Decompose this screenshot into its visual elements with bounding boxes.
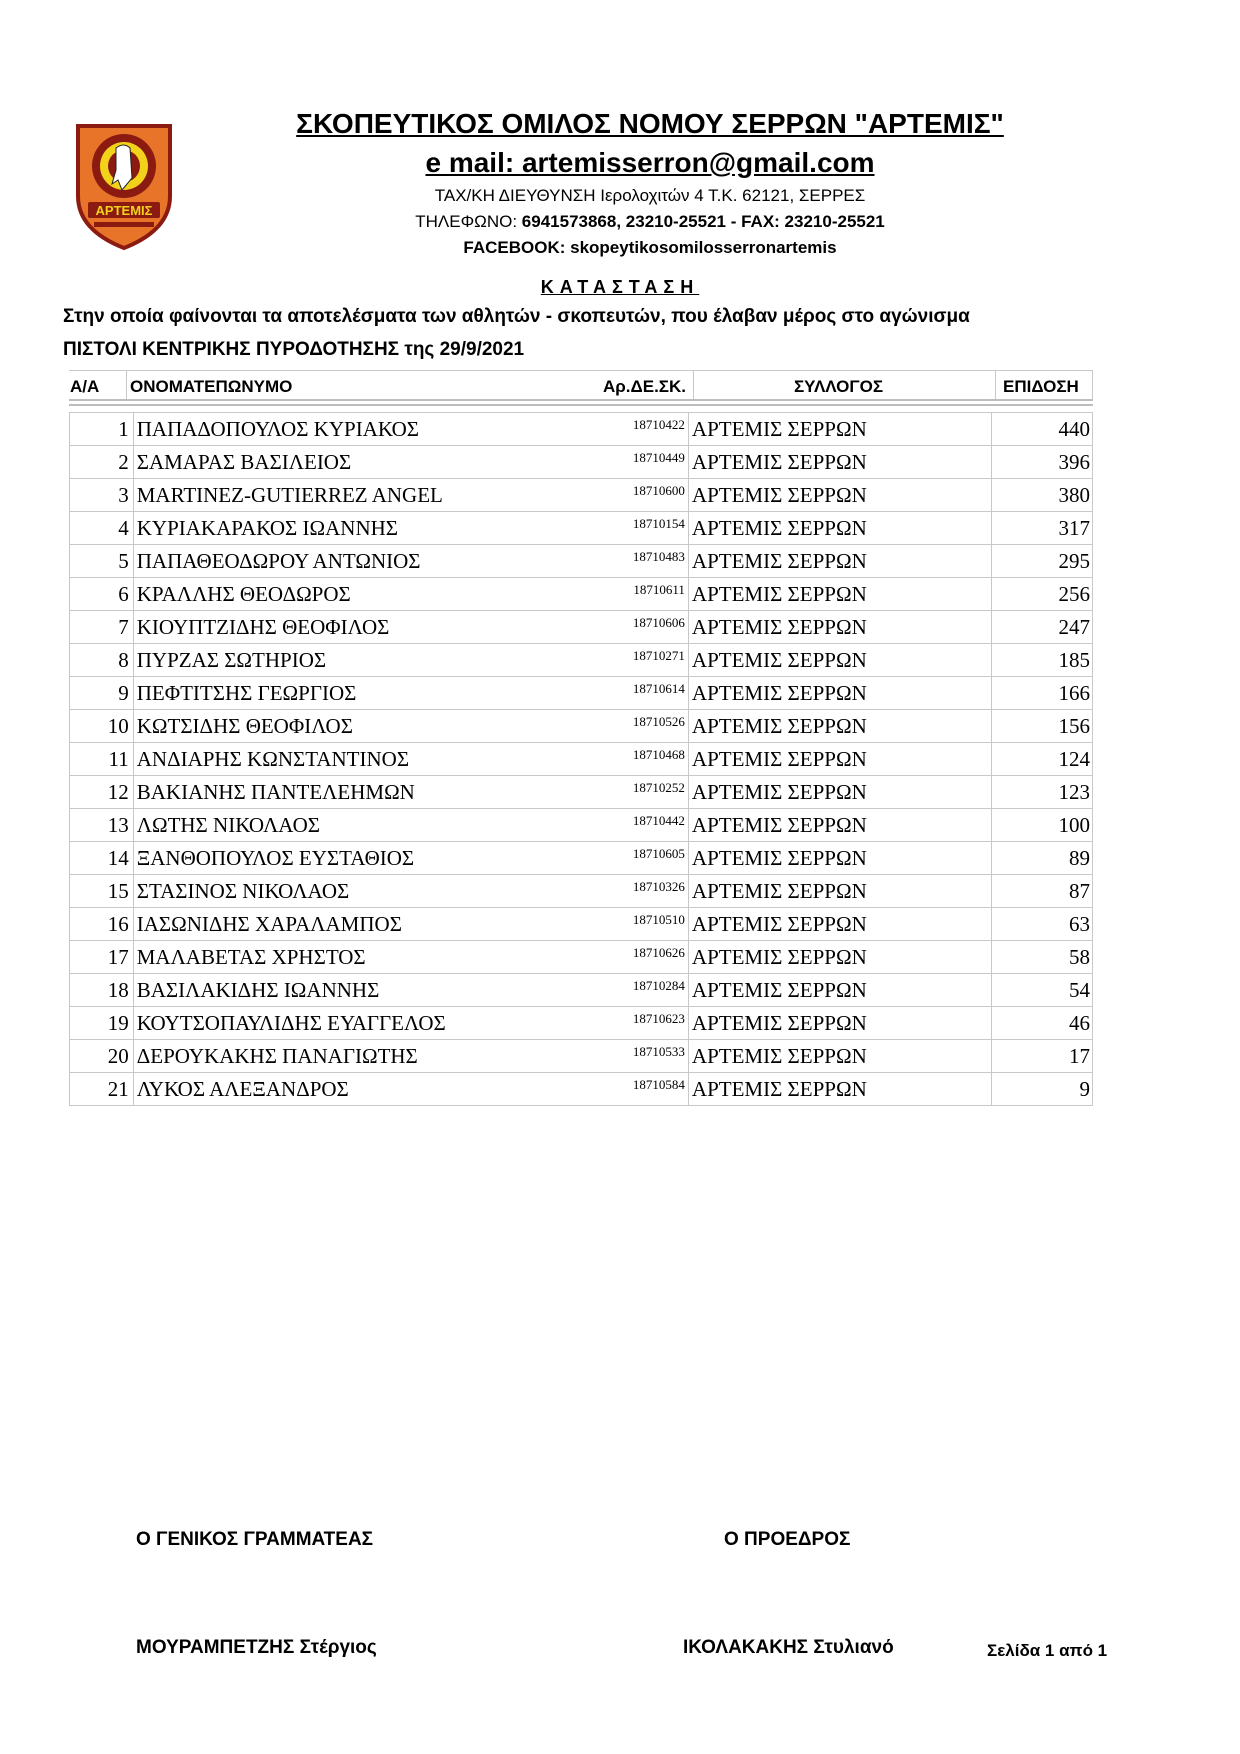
row-number: 19 [70, 1007, 134, 1040]
club-name: ΑΡΤΕΜΙΣ ΣΕΡΡΩΝ [688, 644, 991, 677]
event-title: ΠΙΣΤΟΛΙ ΚΕΝΤΡΙΚΗΣ ΠΥΡΟΔΟΤΗΣΗΣ της 29/9/2021 [63, 339, 525, 360]
table-row [70, 677, 1093, 710]
header-name: ΟΝΟΜΑΤΕΠΩΝΥΜΟ [130, 377, 293, 396]
row-number: 7 [70, 611, 134, 644]
athlete-name: ΚΥΡΙΑΚΑΡΑΚΟΣ ΙΩΑΝΝΗΣ [133, 512, 623, 545]
club-name: ΑΡΤΕΜΙΣ ΣΕΡΡΩΝ [688, 809, 991, 842]
row-number: 21 [70, 1073, 134, 1106]
table-row [70, 479, 1093, 512]
org-name: ΣΚΟΠΕΥΤΙΚΟΣ ΟΜΙΛΟΣ ΝΟΜΟΥ ΣΕΡΡΩΝ "ΑΡΤΕΜΙΣ" [296, 108, 1004, 139]
club-name: ΑΡΤΕΜΙΣ ΣΕΡΡΩΝ [688, 974, 991, 1007]
score: 380 [992, 479, 1093, 512]
table-row [70, 578, 1093, 611]
secretary-name: ΜΟΥΡΑΜΠΕΤΖΗΣ Στέργιος [136, 1637, 377, 1658]
secretary-title: Ο ΓΕΝΙΚΟΣ ΓΡΑΜΜΑΤΕΑΣ [136, 1529, 374, 1550]
row-number: 6 [70, 578, 134, 611]
row-number: 17 [70, 941, 134, 974]
athlete-name: ΜΑΛΑΒΕΤΑΣ ΧΡΗΣΤΟΣ [133, 941, 623, 974]
club-name: ΑΡΤΕΜΙΣ ΣΕΡΡΩΝ [688, 413, 991, 446]
athlete-name: ΒΑΚΙΑΝΗΣ ΠΑΝΤΕΛΕΗΜΩΝ [133, 776, 623, 809]
club-name: ΑΡΤΕΜΙΣ ΣΕΡΡΩΝ [688, 941, 991, 974]
document-description: Στην οποία φαίνονται τα αποτελέσματα των αθλητών - σκοπευτών, που έλαβαν μέρος στο αγώνισμα [63, 306, 970, 327]
license-number: 18710533 [623, 1040, 688, 1073]
athlete-name: ΠΕΦΤΙΤΣΗΣ ΓΕΩΡΓΙΟΣ [133, 677, 623, 710]
table-row [70, 908, 1093, 941]
license-number: 18710510 [623, 908, 688, 941]
club-name: ΑΡΤΕΜΙΣ ΣΕΡΡΩΝ [688, 479, 991, 512]
club-name: ΑΡΤΕΜΙΣ ΣΕΡΡΩΝ [688, 710, 991, 743]
row-number: 20 [70, 1040, 134, 1073]
row-number: 4 [70, 512, 134, 545]
header-rule [69, 404, 1093, 406]
athlete-name: ΛΥΚΟΣ ΑΛΕΞΑΝΔΡΟΣ [133, 1073, 623, 1106]
header-score: ΕΠΙΔΟΣΗ [1003, 377, 1079, 396]
athlete-name: ΠΑΠΑΘΕΟΔΩΡΟΥ ΑΝΤΩΝΙΟΣ [133, 545, 623, 578]
table-row [70, 974, 1093, 1007]
club-name: ΑΡΤΕΜΙΣ ΣΕΡΡΩΝ [688, 908, 991, 941]
license-number: 18710605 [623, 842, 688, 875]
club-name: ΑΡΤΕΜΙΣ ΣΕΡΡΩΝ [688, 578, 991, 611]
athlete-name: MARTINEZ-GUTIERREZ ANGEL [133, 479, 623, 512]
athlete-name: ΣΤΑΣΙΝΟΣ ΝΙΚΟΛΑΟΣ [133, 875, 623, 908]
score: 58 [992, 941, 1093, 974]
row-number: 1 [70, 413, 134, 446]
score: 256 [992, 578, 1093, 611]
row-number: 2 [70, 446, 134, 479]
table-row [70, 710, 1093, 743]
table-row [70, 611, 1093, 644]
header-id: Αρ.ΔΕ.ΣΚ. [603, 377, 686, 396]
score: 17 [992, 1040, 1093, 1073]
license-number: 18710483 [623, 545, 688, 578]
club-logo [72, 118, 176, 252]
score: 317 [992, 512, 1093, 545]
results-table-header [69, 370, 1093, 401]
license-number: 18710252 [623, 776, 688, 809]
score: 247 [992, 611, 1093, 644]
score: 87 [992, 875, 1093, 908]
score: 124 [992, 743, 1093, 776]
athlete-name: ΠΑΠΑΔΟΠΟΥΛΟΣ ΚΥΡΙΑΚΟΣ [133, 413, 623, 446]
athlete-name: ΛΩΤΗΣ ΝΙΚΟΛΑΟΣ [133, 809, 623, 842]
club-name: ΑΡΤΕΜΙΣ ΣΕΡΡΩΝ [688, 611, 991, 644]
score: 396 [992, 446, 1093, 479]
facebook-line: FACEBOOK: skopeytikosomilosserronartemis [463, 238, 837, 257]
license-number: 18710611 [623, 578, 688, 611]
row-number: 5 [70, 545, 134, 578]
document-title-text: ΚΑΤΑΣΤΑΣΗ [540, 277, 700, 297]
score: 185 [992, 644, 1093, 677]
row-number: 9 [70, 677, 134, 710]
score: 166 [992, 677, 1093, 710]
club-name: ΑΡΤΕΜΙΣ ΣΕΡΡΩΝ [688, 875, 991, 908]
logo-text: ΑΡΤΕΜΙΣ [95, 203, 153, 218]
header-club: ΣΥΛΛΟΓΟΣ [793, 377, 884, 396]
row-number: 12 [70, 776, 134, 809]
license-number: 18710154 [623, 512, 688, 545]
club-name: ΑΡΤΕΜΙΣ ΣΕΡΡΩΝ [688, 842, 991, 875]
athlete-name: ΚΩΤΣΙΔΗΣ ΘΕΟΦΙΛΟΣ [133, 710, 623, 743]
row-number: 14 [70, 842, 134, 875]
license-number: 18710422 [623, 413, 688, 446]
club-name: ΑΡΤΕΜΙΣ ΣΕΡΡΩΝ [688, 1040, 991, 1073]
club-name: ΑΡΤΕΜΙΣ ΣΕΡΡΩΝ [688, 1007, 991, 1040]
athlete-name: ΚΙΟΥΠΤΖΙΔΗΣ ΘΕΟΦΙΛΟΣ [133, 611, 623, 644]
license-number: 18710284 [623, 974, 688, 1007]
club-name: ΑΡΤΕΜΙΣ ΣΕΡΡΩΝ [688, 446, 991, 479]
table-row [70, 512, 1093, 545]
table-row [70, 413, 1093, 446]
score: 54 [992, 974, 1093, 1007]
license-number: 18710271 [623, 644, 688, 677]
page-number: Σελίδα 1 από 1 [987, 1641, 1108, 1660]
table-row [70, 842, 1093, 875]
athlete-name: ΣΑΜΑΡΑΣ ΒΑΣΙΛΕΙΟΣ [133, 446, 623, 479]
club-name: ΑΡΤΕΜΙΣ ΣΕΡΡΩΝ [688, 776, 991, 809]
license-number: 18710526 [623, 710, 688, 743]
club-name: ΑΡΤΕΜΙΣ ΣΕΡΡΩΝ [688, 677, 991, 710]
header-rule [69, 399, 1093, 401]
president-name: ΙΚΟΛΑΚΑΚΗΣ Στυλιανό [683, 1637, 894, 1658]
phone-line [250, 212, 1050, 232]
row-number: 16 [70, 908, 134, 941]
athlete-name: ΚΡΑΛΛΗΣ ΘΕΟΔΩΡΟΣ [133, 578, 623, 611]
header-aa: Α/Α [70, 377, 100, 396]
athlete-name: ΑΝΔΙΑΡΗΣ ΚΩΝΣΤΑΝΤΙΝΟΣ [133, 743, 623, 776]
table-row [70, 875, 1093, 908]
table-row [70, 776, 1093, 809]
license-number: 18710468 [623, 743, 688, 776]
license-number: 18710606 [623, 611, 688, 644]
score: 63 [992, 908, 1093, 941]
license-number: 18710326 [623, 875, 688, 908]
license-number: 18710614 [623, 677, 688, 710]
license-number: 18710584 [623, 1073, 688, 1106]
document-title [380, 277, 860, 298]
row-number: 15 [70, 875, 134, 908]
license-number: 18710600 [623, 479, 688, 512]
row-number: 8 [70, 644, 134, 677]
score: 46 [992, 1007, 1093, 1040]
club-name: ΑΡΤΕΜΙΣ ΣΕΡΡΩΝ [688, 743, 991, 776]
table-row [70, 1007, 1093, 1040]
score: 123 [992, 776, 1093, 809]
license-number: 18710623 [623, 1007, 688, 1040]
row-number: 11 [70, 743, 134, 776]
club-name: ΑΡΤΕΜΙΣ ΣΕΡΡΩΝ [688, 512, 991, 545]
license-number: 18710442 [623, 809, 688, 842]
table-row [70, 941, 1093, 974]
results-table [69, 412, 1093, 1106]
license-number: 18710626 [623, 941, 688, 974]
score: 156 [992, 710, 1093, 743]
score: 100 [992, 809, 1093, 842]
results-table-body [70, 413, 1093, 1106]
athlete-name: ΔΕΡΟΥΚΑΚΗΣ ΠΑΝΑΓΙΩΤΗΣ [133, 1040, 623, 1073]
row-number: 13 [70, 809, 134, 842]
email-line: e mail: artemisserron@gmail.com [425, 147, 875, 178]
athlete-name: ΠΥΡΖΑΣ ΣΩΤΗΡΙΟΣ [133, 644, 623, 677]
score: 440 [992, 413, 1093, 446]
score: 89 [992, 842, 1093, 875]
score: 9 [992, 1073, 1093, 1106]
table-row [70, 545, 1093, 578]
table-row [70, 446, 1093, 479]
score: 295 [992, 545, 1093, 578]
postal-address: ΤΑΧ/ΚΗ ΔΙΕΥΘΥΝΣΗ Ιερολοχιτών 4 Τ.Κ. 62121, ΣΕΡΡΕΣ [434, 186, 866, 205]
table-row [70, 1073, 1093, 1106]
row-number: 10 [70, 710, 134, 743]
athlete-name: ΙΑΣΩΝΙΔΗΣ ΧΑΡΑΛΑΜΠΟΣ [133, 908, 623, 941]
table-row [70, 809, 1093, 842]
row-number: 18 [70, 974, 134, 1007]
table-row [70, 1040, 1093, 1073]
row-number: 3 [70, 479, 134, 512]
athlete-name: ΞΑΝΘΟΠΟΥΛΟΣ ΕΥΣΤΑΘΙΟΣ [133, 842, 623, 875]
club-name: ΑΡΤΕΜΙΣ ΣΕΡΡΩΝ [688, 545, 991, 578]
table-row [70, 644, 1093, 677]
phone-label: ΤΗΛΕΦΩΝΟ: [415, 212, 522, 231]
club-name: ΑΡΤΕΜΙΣ ΣΕΡΡΩΝ [688, 1073, 991, 1106]
athlete-name: ΒΑΣΙΛΑΚΙΔΗΣ ΙΩΑΝΝΗΣ [133, 974, 623, 1007]
table-row [70, 743, 1093, 776]
president-title: Ο ΠΡΟΕΔΡΟΣ [724, 1529, 851, 1550]
athlete-name: ΚΟΥΤΣΟΠΑΥΛΙΔΗΣ ΕΥΑΓΓΕΛΟΣ [133, 1007, 623, 1040]
phone-value: 6941573868, 23210-25521 - FAX: 23210-25521 [521, 212, 885, 231]
license-number: 18710449 [623, 446, 688, 479]
